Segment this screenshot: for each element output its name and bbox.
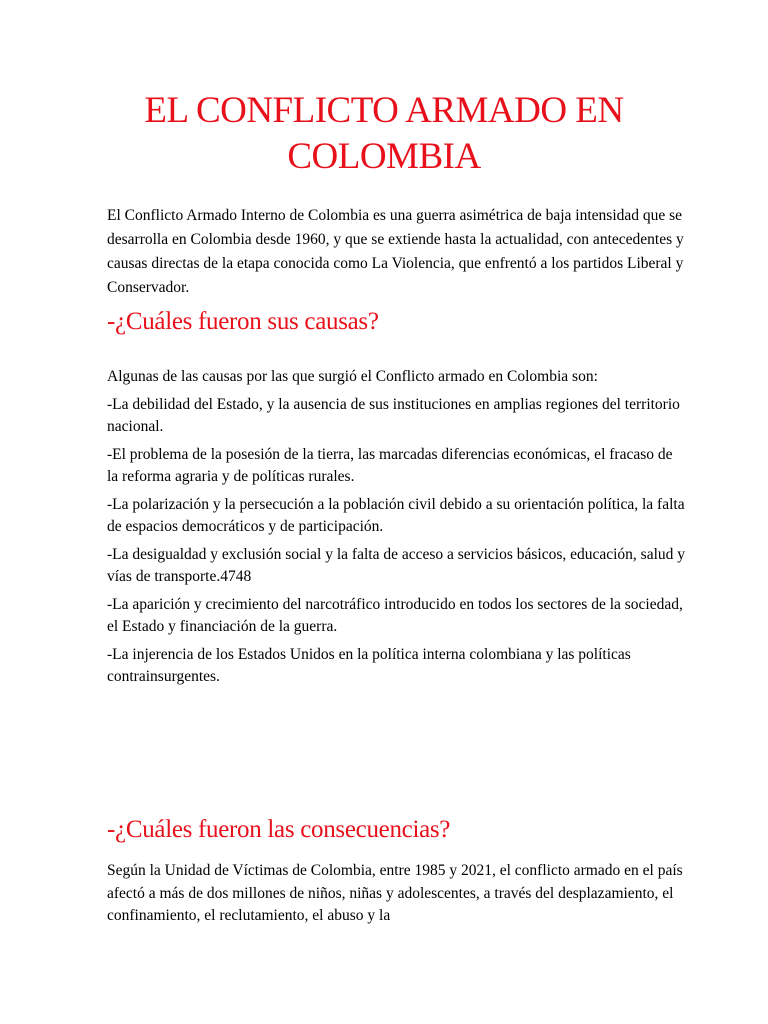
cause-item: -La debilidad del Estado, y la ausencia de sus instituciones en amplias regiones del territorio nacional. xyxy=(107,396,680,435)
cause-item: -La polarización y la persecución a la población civil debido a su orientación política, la falta de espacios democráticos y de participación. xyxy=(107,496,685,535)
causes-heading: -¿Cuáles fueron sus causas? xyxy=(107,308,379,335)
consequences-paragraph: Según la Unidad de Víctimas de Colombia, entre 1985 y 2021, el conflicto armado en el país afectó a más de dos millones de niños, niñas y adolescentes, a través del desplazamiento, el confinamiento, el reclutamiento, el abuso y la xyxy=(107,862,683,924)
intro-paragraph: El Conflicto Armado Interno de Colombia es una guerra asimétrica de baja intensidad que se desarrolla en Colombia desde 1960, y que se extiende hasta la actualidad, con antecedentes y causas directas de la etapa conocida como La Violencia, que enfrentó a los partidos Liberal y Conservador. xyxy=(107,207,684,296)
cause-item: -La desigualdad y exclusión social y la falta de acceso a servicios básicos, educación, salud y vías de transporte.4748 xyxy=(107,546,686,585)
cause-item: -La injerencia de los Estados Unidos en la política interna colombiana y las políticas contrainsurgentes. xyxy=(107,646,631,685)
document-title: EL CONFLICTO ARMADO EN COLOMBIA xyxy=(144,90,624,177)
consequences-heading: -¿Cuáles fueron las consecuencias? xyxy=(107,816,451,843)
cause-item: -El problema de la posesión de la tierra, las marcadas diferencias económicas, el fracaso de la reforma agraria y de políticas rurales. xyxy=(107,446,673,485)
causes-section xyxy=(107,366,687,694)
causes-intro: Algunas de las causas por las que surgió el Conflicto armado en Colombia son: xyxy=(107,368,598,385)
cause-item: -La aparición y crecimiento del narcotráfico introducido en todos los sectores de la sociedad, el Estado y financiación de la guerra. xyxy=(107,596,683,635)
